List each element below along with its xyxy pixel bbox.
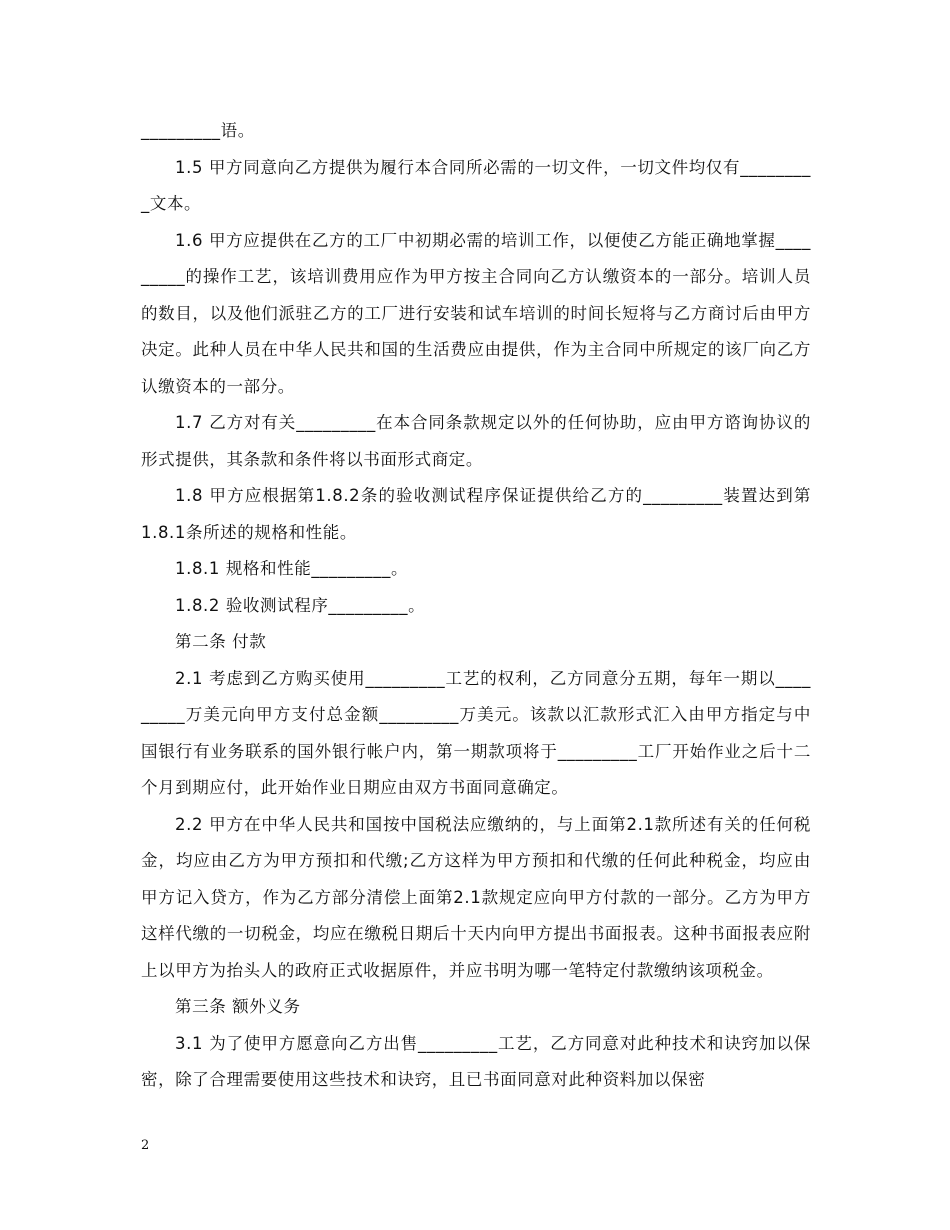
paragraph-1-4-continuation: _________语。 — [141, 121, 255, 140]
article-2-heading: 第二条 付款 — [175, 632, 267, 651]
clause-3-1: 3.1 为了使甲方愿意向乙方出售_________工艺，乙方同意对此种技术和诀窍加以保密，除了合理需要使用这些技术和诀窍，且已书面同意对此种资料加以保密 — [141, 1033, 811, 1089]
clause-1-6: 1.6 甲方应提供在乙方的工厂中初期必需的培训工作，以便使乙方能正确地掌握_________的操作工艺，该培训费用应作为甲方按主合同向乙方认缴资本的一部分。培训人员的数目，以及他们派驻乙方的工厂进行安装和试车培训的时间长短将与乙方商讨后由甲方决定。此种人员在中华人民共和国的生活费应由提供，作为主合同中所规定的该厂向乙方认缴资本的一部分。 — [141, 230, 811, 396]
document-body — [141, 113, 811, 1099]
clause-1-8-1: 1.8.1 规格和性能_________。 — [175, 559, 409, 578]
clause-1-8: 1.8 甲方应根据第1.8.2条的验收测试程序保证提供给乙方的_________装置达到第1.8.1条所述的规格和性能。 — [141, 486, 811, 542]
clause-2-1: 2.1 考虑到乙方购买使用_________工艺的权利，乙方同意分五期，每年一期以_________万美元向甲方支付总金额_________万美元。该款以汇款形式汇入由甲方指定与中国银行有业务联系的国外银行帐户内，第一期款项将于_________工厂开始作业之后十二个月到期应付，此开始作业日期应由双方书面同意确定。 — [141, 668, 811, 797]
page-number: 2 — [141, 1138, 150, 1153]
article-3-heading: 第三条 额外义务 — [175, 997, 301, 1016]
clause-2-2: 2.2 甲方在中华人民共和国按中国税法应缴纳的，与上面第2.1款所述有关的任何税金，均应由乙方为甲方预扣和代缴;乙方这样为甲方预扣和代缴的任何此种税金，均应由甲方记入贷方，作为乙方部分清偿上面第2.1款规定应向甲方付款的一部分。乙方为甲方这样代缴的一切税金，均应在缴税日期后十天内向甲方提出书面报表。这种书面报表应附上以甲方为抬头人的政府正式收据原件，并应书明为哪一笔特定付款缴纳该项税金。 — [141, 814, 811, 980]
clause-1-8-2: 1.8.2 验收测试程序_________。 — [175, 595, 426, 615]
clause-1-5: 1.5 甲方同意向乙方提供为履行本合同所必需的一切文件，一切文件均仅有_________文本。 — [141, 157, 811, 213]
clause-1-7: 1.7 乙方对有关_________在本合同条款规定以外的任何协助，应由甲方谘询协议的形式提供，其条款和条件将以书面形式商定。 — [141, 413, 811, 469]
